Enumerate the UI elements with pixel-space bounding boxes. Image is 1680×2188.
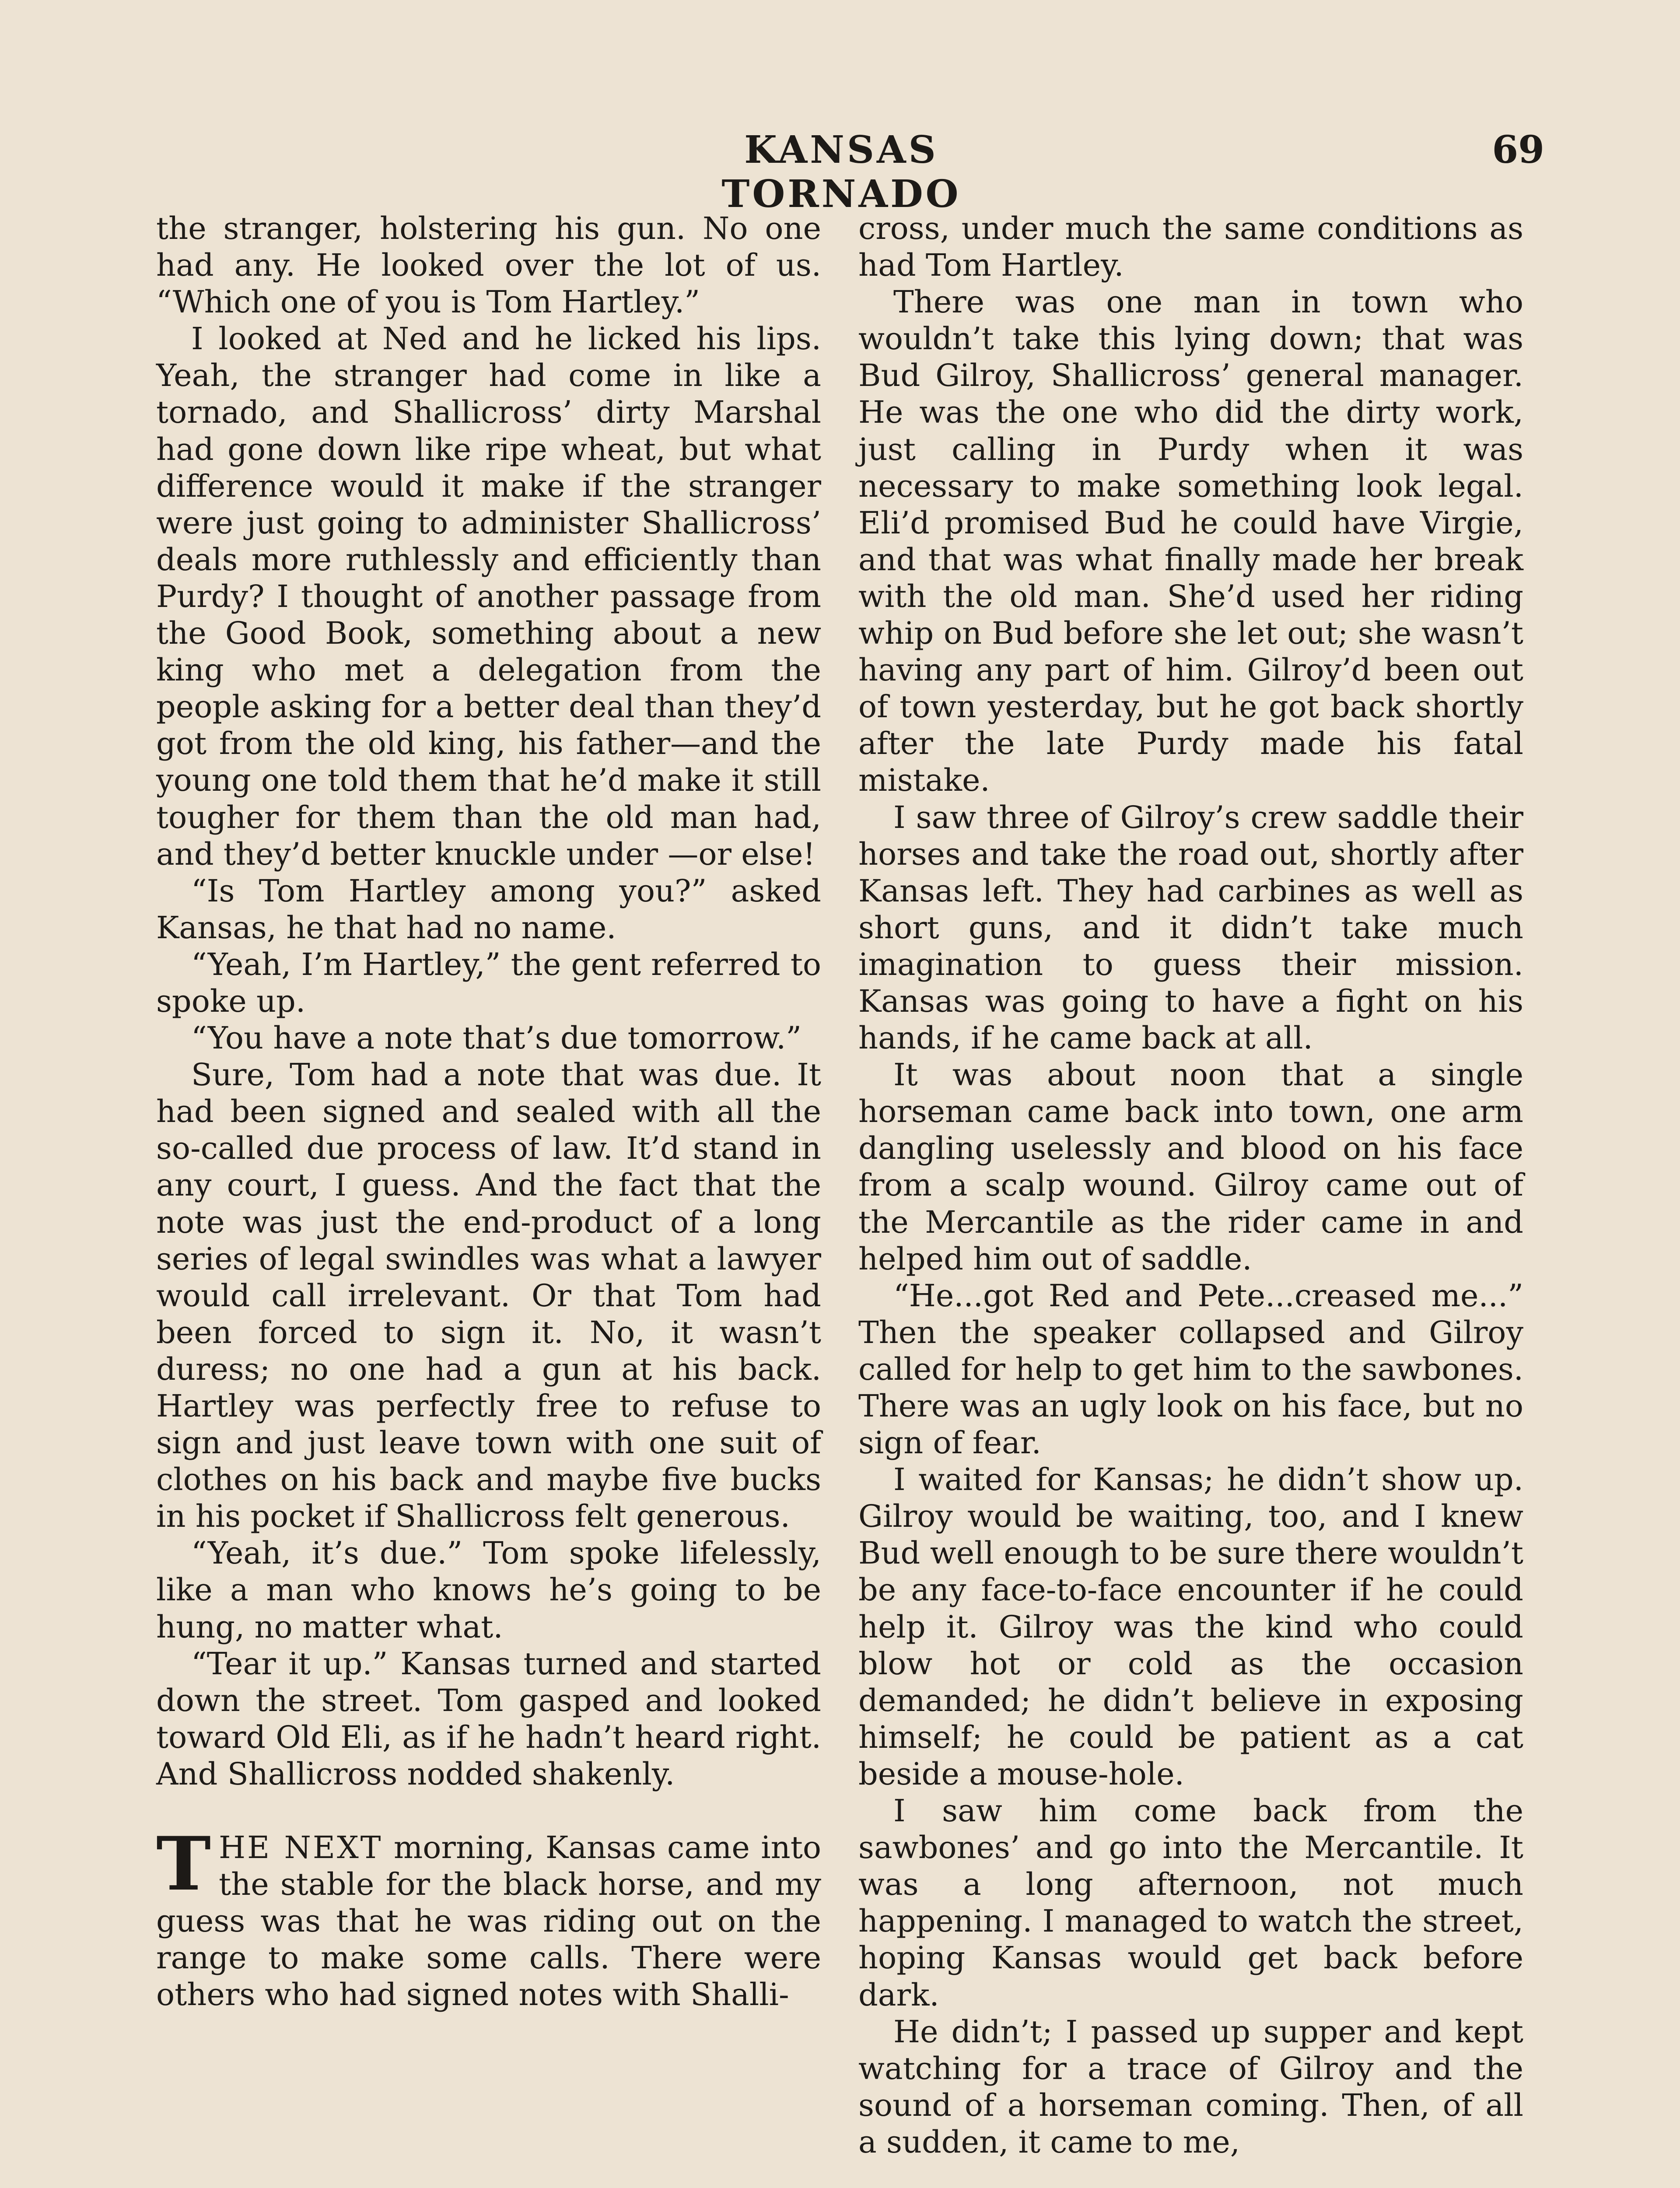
section-opening-paragraph (156, 1820, 821, 2013)
paragraph: He didn’t; I passed up supper and kept watching for a trace of Gilroy and the sound of a horseman coming. Then, of all a sudden, it came to me, (858, 2013, 1523, 2160)
page-number: 69 (1492, 128, 1544, 172)
page-header (0, 128, 1680, 216)
drop-cap: T (156, 1820, 211, 1907)
right-column (858, 210, 1523, 2160)
paragraph: “He...got Red and Pete...creased me...” Then the speaker collapsed and Gilroy called for help to get him to the sawbones. There was an ugly look on his face, but no sign of fear. (858, 1277, 1523, 1461)
paragraph: I waited for Kansas; he didn’t show up. Gilroy would be waiting, too, and I knew Bud well enough to be sure there wouldn’t be any face-to-face encounter if he could help it. Gilroy was the kind who could blow hot or cold as the occasion demanded; he didn’t believe in exposing himself; he could be patient as a cat beside a mouse-hole. (858, 1462, 1523, 1792)
paragraph: “Yeah, it’s due.” Tom spoke lifelessly, like a man who knows he’s going to be hung, no matter what. (156, 1535, 821, 1645)
section-text: morning, Kansas came into the stable for the black horse, and my guess was that he was riding out on the range to make some calls. There were others who had signed notes with Shalli- (156, 1830, 821, 2013)
paragraph: “Tear it up.” Kansas turned and started down the street. Tom gasped and looked toward Old Eli, as if he hadn’t heard right. And Shallicross nodded shakenly. (156, 1645, 821, 1792)
paragraph: There was one man in town who wouldn’t take this lying down; that was Bud Gilroy, Shallicross’ general manager. He was the one who did the dirty work, just calling in Purdy when it was necessary to make something look legal. Eli’d promised Bud he could have Virgie, and that was what finally made her break with the old man. She’d used her riding whip on Bud before she let out; she wasn’t having any part of him. Gilroy’d been out of town yesterday, but he got back shortly after the late Purdy made his fatal mistake. (858, 284, 1523, 799)
paragraph: “Is Tom Hartley among you?” asked Kansas, he that had no name. (156, 873, 821, 946)
running-title: KANSAS TORNADO (721, 128, 961, 216)
paragraph: Sure, Tom had a note that was due. It had been signed and sealed with all the so-called due process of law. It’d stand in any court, I guess. And the fact that the note was just the end-product of a long series of legal swindles was what a lawyer would call irrelevant. Or that Tom had been forced to sign it. No, it wasn’t duress; no one had a gun at his back. Hartley was perfectly free to refuse to sign and just leave town with one suit of clothes on his back and maybe five bucks in his pocket if Shallicross felt generous. (156, 1057, 821, 1535)
section-lead-in: HE NEXT (219, 1830, 383, 1866)
paragraph: I saw three of Gilroy’s crew saddle their horses and take the road out, shortly after Kansas left. They had carbines as well as short guns, and it didn’t take much imagination to guess their mission. Kansas was going to have a fight on his hands, if he came back at all. (858, 799, 1523, 1056)
paragraph: “You have a note that’s due tomorrow.” (191, 1020, 802, 1056)
paragraph: I saw him come back from the sawbones’ and go into the Mercantile. It was a long afternoon, not much happening. I managed to watch the street, hoping Kansas would get back before dark. (858, 1793, 1523, 2013)
paragraph: It was about noon that a single horseman came back into town, one arm dangling uselessly and blood on his face from a scalp wound. Gilroy came out of the Mercantile as the rider came in and helped him out of saddle. (858, 1057, 1523, 1277)
paragraph: “Yeah, I’m Hartley,” the gent referred to spoke up. (156, 946, 821, 1019)
paragraph: cross, under much the same conditions as had Tom Hartley. (858, 210, 1523, 284)
paragraph: I looked at Ned and he licked his lips. Yeah, the stranger had come in like a tornado, and Shallicross’ dirty Marshal had gone down like ripe wheat, but what difference would it make if the stranger were just going to administer Shallicross’ deals more ruthlessly and efficiently than Purdy? I thought of another passage from the Good Book, something about a new king who met a delegation from the people asking for a better deal than they’d got from the old king, his father—and the young one told them that he’d make it still tougher for them than the old man had, and they’d better knuckle under —or else! (156, 321, 821, 872)
left-column (156, 210, 821, 2013)
paragraph: the stranger, holstering his gun. No one had any. He looked over the lot of us. “Which one of you is Tom Hartley.” (156, 210, 821, 320)
